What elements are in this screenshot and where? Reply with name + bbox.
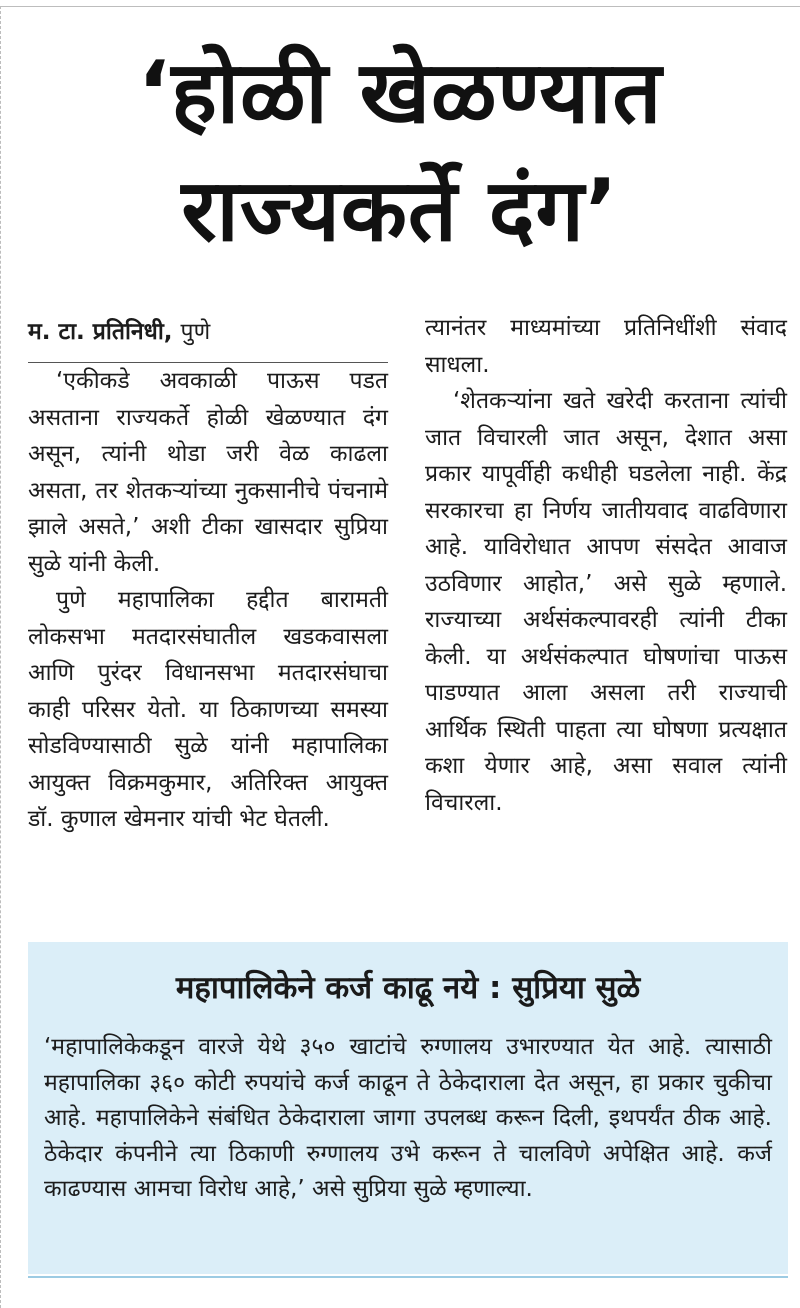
sidebar-box-title: महापालिकेने कर्ज काढू नये : सुप्रिया सुळे <box>175 970 641 1006</box>
right-column <box>425 310 787 821</box>
headline <box>20 34 780 270</box>
left-column <box>28 312 388 838</box>
article-paragraph: त्यानंतर माध्यमांच्या प्रतिनिधींशी संवाद साधला. <box>425 315 787 378</box>
sidebar-box-bottom-rule <box>28 1276 788 1278</box>
byline-separator: , <box>163 319 181 345</box>
sidebar-box <box>28 942 788 1274</box>
article-paragraph: ‘एकीकडे अवकाळी पाऊस पडत असताना राज्यकर्ते होळी खेळण्यात दंग असून, त्यांनी थोडा जरी वेळ काढला असता, तर शेतकऱ्यांच्या नुकसानीचे पंचनामे झाले असते,’ अशी टीका खासदार सुप्रिया सुळे यांनी केली. <box>28 368 388 577</box>
headline-line-1: ‘होळी खेळण्यात <box>137 43 663 143</box>
byline <box>28 312 388 363</box>
article-paragraph: ‘शेतकऱ्यांना खते खरेदी करताना त्यांची जात विचारली जात असून, देशात असा प्रकार यापूर्वीही कधीही घडलेला नाही. केंद्र सरकारचा हा निर्णय जातीयवाद वाढविणारा आहे. याविरोधात आपण संसदेत आवाज उठविणार आहोत,’ असे सुळे म्हणाले. राज्याच्या अर्थसंकल्पावरही त्यांनी टीका केली. या अर्थसंकल्पात घोषणांचा पाऊस पाडण्यात आला असला तरी राज्याची आर्थिक स्थिती पाहता त्या घोषणा प्रत्यक्षात कशा येणार आहे, असा सवाल त्यांनी विचारला. <box>425 388 787 816</box>
headline-line-2: राज्यकर्ते दंग’ <box>181 161 619 261</box>
article-paragraph: पुणे महापालिका हद्दीत बारामती लोकसभा मतदारसंघातील खडकवासला आणि पुरंदर विधानसभा मतदारसंघाचा काही परिसर येतो. या ठिकाणच्या समस्या सोडविण्यासाठी सुळे यांनी महापालिका आयुक्त विक्रमकुमार, अतिरिक्त आयुक्त डॉ. कुणाल खेमनार यांची भेट घेतली. <box>28 587 388 832</box>
top-border-rule <box>0 6 800 7</box>
byline-place: पुणे <box>180 319 211 345</box>
byline-reporter: म. टा. प्रतिनिधी <box>28 319 164 345</box>
left-border-rule <box>0 6 1 1308</box>
sidebar-box-text: ‘महापालिकेकडून वारजे येथे ३५० खाटांचे रुग्णालय उभारण्यात येत आहे. त्यासाठी महापालिका ३६० कोटी रुपयांचे कर्ज काढून ते ठेकेदाराला देत असून, हा प्रकार चुकीचा आहे. महापालिकेने संबंधित ठेकेदाराला जागा उपलब्ध करून दिली, इथपर्यंत ठीक आहे. ठेकेदार कंपनीने त्या ठिकाणी रुग्णालय उभे करून ते चालविणे अपेक्षित आहे. कर्ज काढण्यास आमचा विरोध आहे,’ असे सुप्रिया सुळे म्हणाल्या. <box>44 1034 772 1202</box>
